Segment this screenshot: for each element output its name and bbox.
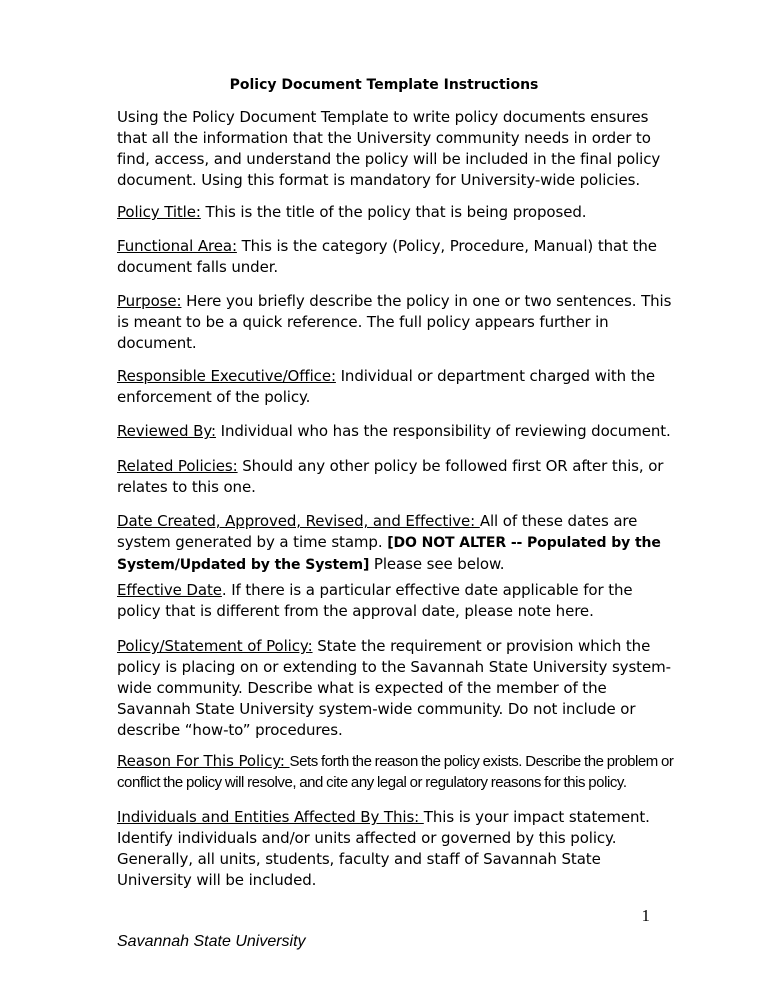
dates-text: All of these dates are system generated by a time stamp. [117, 512, 638, 551]
dates-bold-note: [DO NOT ALTER -- Populated by the System/Updated by the System] [117, 535, 661, 573]
purpose-label: Purpose: [117, 292, 182, 310]
reason-label: Reason For This Policy: [117, 752, 290, 770]
purpose-text: Here you briefly describe the policy in one or two sentences. This is meant to be a quick reference. The full policy appears further in document. [117, 292, 672, 352]
dates-section [117, 511, 677, 576]
footer-institution: Savannah State University [117, 933, 306, 950]
functional-area-text: This is the category (Policy, Procedure, Manual) that the document falls under. [117, 237, 657, 276]
policy-statement-text: State the requirement or provision which the policy is placing on or extending to the Savannah State University system-wide community. Describe what is expected of the member of the Savannah State University system-wide community. Do not include or describe “how-to” procedures. [117, 637, 671, 739]
responsible-label: Responsible Executive/Office: [117, 367, 336, 385]
reviewed-by-section [117, 421, 677, 442]
document-title: Policy Document Template Instructions [229, 77, 539, 93]
affected-text: This is your impact statement. Identify individuals and/or units affected or governed by this policy. Generally, all units, students, faculty and staff of Savannah State University will be included. [117, 808, 650, 889]
reviewed-by-label: Reviewed By: [117, 422, 216, 440]
policy-statement-label: Policy/Statement of Policy: [117, 637, 313, 655]
page-number: 1 [641, 906, 650, 925]
reason-text: Sets forth the reason the policy exists. Describe the problem or conflict the policy will resolve, and cite any legal or regulatory reasons for this policy. [117, 753, 674, 791]
dates-tail: Please see below. [369, 555, 505, 573]
policy-title-label: Policy Title: [117, 203, 201, 221]
affected-section [117, 807, 677, 891]
purpose-section [117, 291, 677, 354]
policy-title-text: This is the title of the policy that is being proposed. [200, 203, 587, 221]
effective-date-section [117, 580, 677, 622]
functional-area-section [117, 236, 677, 278]
policy-title-section [117, 202, 677, 223]
dates-label: Date Created, Approved, Revised, and Effective: [117, 512, 480, 530]
related-policies-section [117, 456, 677, 498]
responsible-section [117, 366, 677, 408]
functional-area-label: Functional Area: [117, 237, 237, 255]
related-policies-text: Should any other policy be followed first OR after this, or relates to this one. [117, 457, 664, 496]
effective-date-label: Effective Date [117, 581, 222, 599]
related-policies-label: Related Policies: [117, 457, 238, 475]
reason-section [117, 751, 677, 793]
reviewed-by-text: Individual who has the responsibility of reviewing document. [215, 422, 671, 440]
effective-date-text: . If there is a particular effective date applicable for the policy that is different from the approval date, please note here. [117, 581, 633, 620]
affected-label: Individuals and Entities Affected By This: [117, 808, 424, 826]
intro-paragraph: Using the Policy Document Template to write policy documents ensures that all the information that the University community needs in order to find, access, and understand the policy will be included in the final policy document. Using this format is mandatory for University-wide policies. [117, 108, 661, 189]
responsible-text: Individual or department charged with the enforcement of the policy. [117, 367, 656, 406]
policy-statement-section [117, 636, 677, 741]
